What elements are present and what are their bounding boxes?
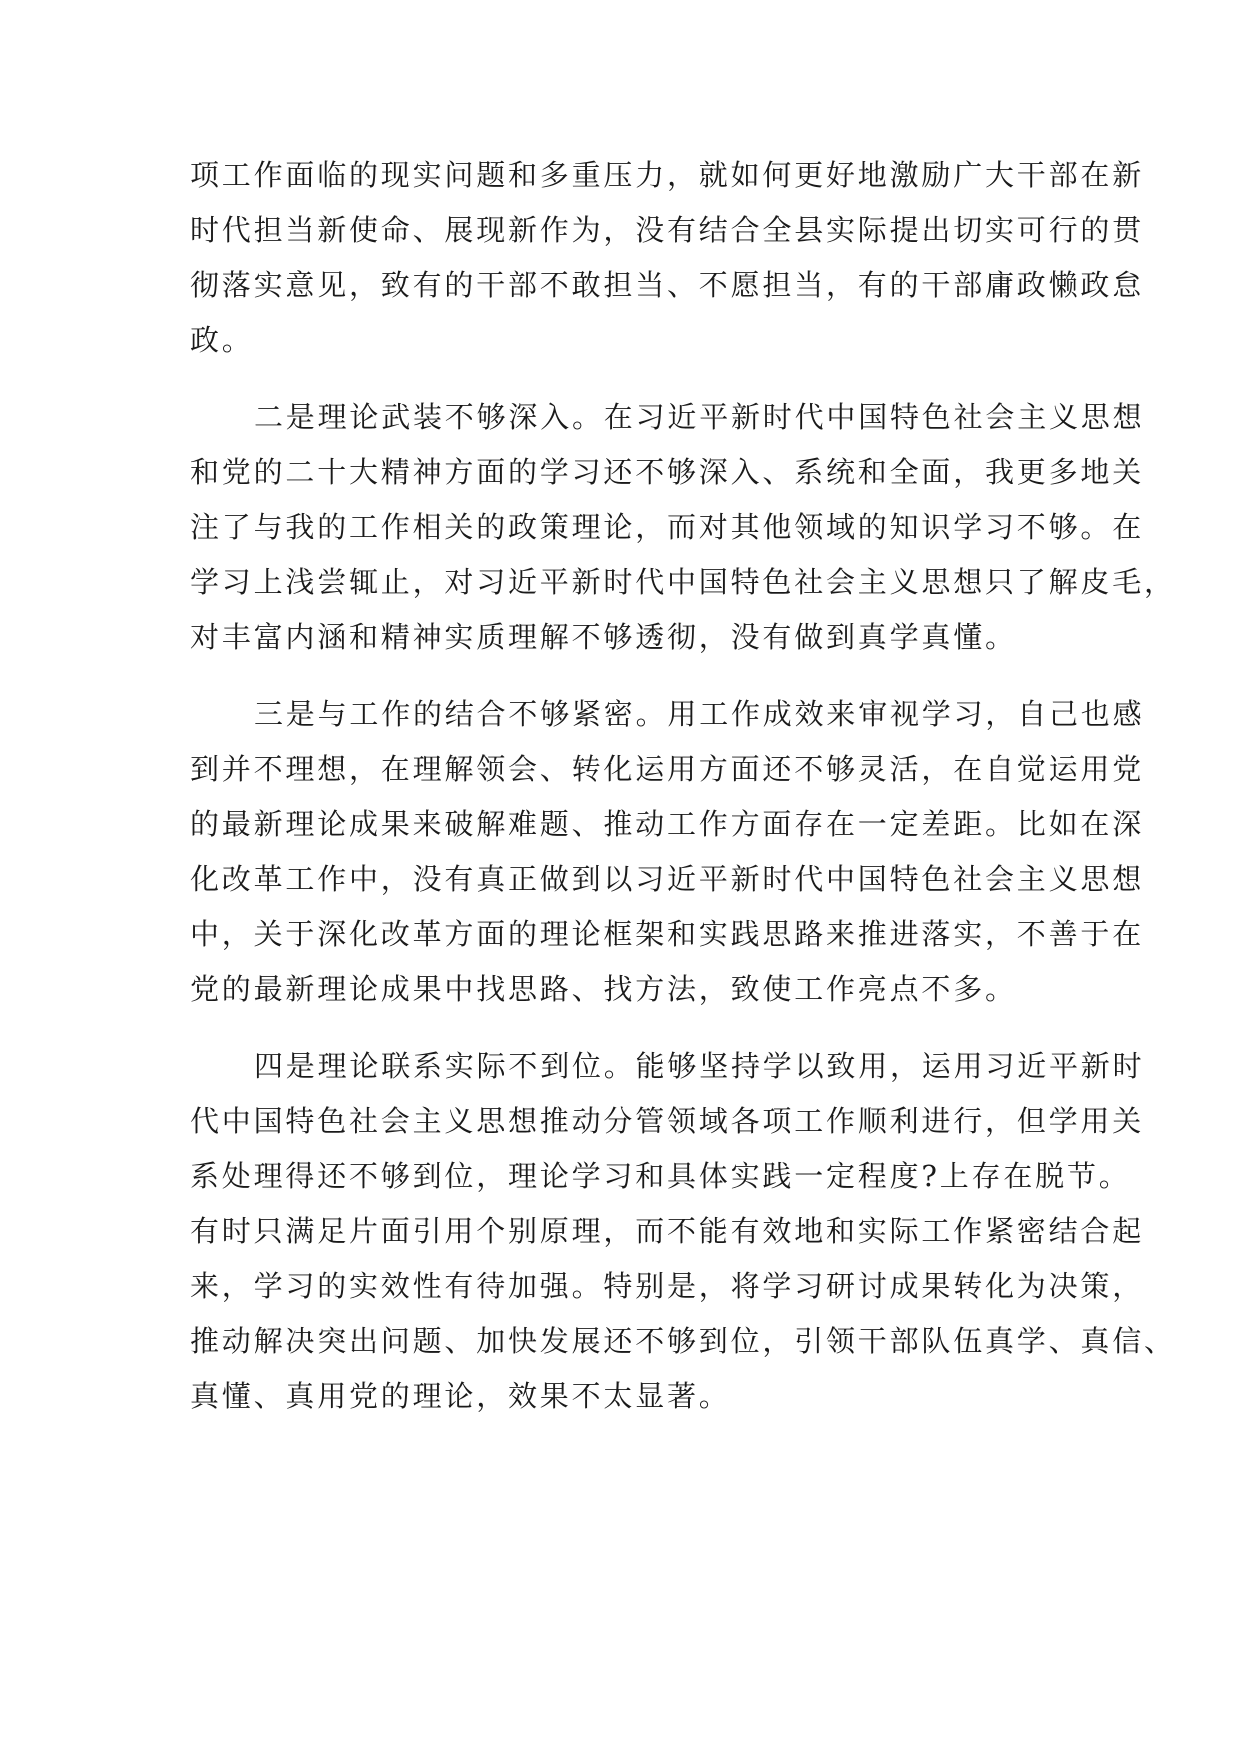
- text-line: 来，学习的实效性有待加强。特别是，将学习研讨成果转化为决策，: [190, 1269, 1145, 1303]
- text-line: 三是与工作的结合不够紧密。用工作成效来审视学习，自己也感: [254, 697, 1145, 731]
- text-line: 党的最新理论成果中找思路、找方法，致使工作亮点不多。: [190, 972, 1017, 1006]
- text-line: 学习上浅尝辄止，对习近平新时代中国特色社会主义思想只了解皮毛，: [190, 565, 1176, 599]
- text-line: 代中国特色社会主义思想推动分管领域各项工作顺利进行，但学用关: [190, 1104, 1145, 1138]
- document-page: [190, 148, 1176, 1446]
- text-line: 推动解决突出问题、加快发展还不够到位，引领干部队伍真学、真信、: [190, 1324, 1176, 1358]
- text-line: 二是理论武装不够深入。在习近平新时代中国特色社会主义思想: [254, 400, 1145, 434]
- text-line: 有时只满足片面引用个别原理，而不能有效地和实际工作紧密结合起: [190, 1214, 1145, 1248]
- text-line: 和党的二十大精神方面的学习还不够深入、系统和全面，我更多地关: [190, 455, 1145, 489]
- text-line: 四是理论联系实际不到位。能够坚持学以致用，运用习近平新时: [254, 1049, 1145, 1083]
- text-line: 到并不理想，在理解领会、转化运用方面还不够灵活，在自觉运用党: [190, 752, 1145, 786]
- text-line: 彻落实意见，致有的干部不敢担当、不愿担当，有的干部庸政懒政怠: [190, 268, 1145, 302]
- text-line: 真懂、真用党的理论，效果不太显著。: [190, 1379, 731, 1413]
- text-line: 对丰富内涵和精神实质理解不够透彻，没有做到真学真懂。: [190, 620, 1017, 654]
- paragraph-theory-study: [190, 390, 1176, 665]
- text-line: 的最新理论成果来破解难题、推动工作方面存在一定差距。比如在深: [190, 807, 1145, 841]
- paragraph-continuation: [190, 148, 1145, 368]
- text-line: 系处理得还不够到位，理论学习和具体实践一定程度?上存在脱节。: [190, 1159, 1131, 1193]
- paragraph-work-integration: [190, 687, 1145, 1017]
- text-line: 时代担当新使命、展现新作为，没有结合全县实际提出切实可行的贯: [190, 213, 1145, 247]
- text-line: 注了与我的工作相关的政策理论，而对其他领域的知识学习不够。在: [190, 510, 1145, 544]
- text-line: 化改革工作中，没有真正做到以习近平新时代中国特色社会主义思想: [190, 862, 1145, 896]
- text-line: 项工作面临的现实问题和多重压力，就如何更好地激励广大干部在新: [190, 158, 1145, 192]
- text-line: 政。: [190, 323, 254, 357]
- paragraph-theory-practice: [190, 1039, 1176, 1424]
- text-line: 中，关于深化改革方面的理论框架和实践思路来推进落实，不善于在: [190, 917, 1145, 951]
